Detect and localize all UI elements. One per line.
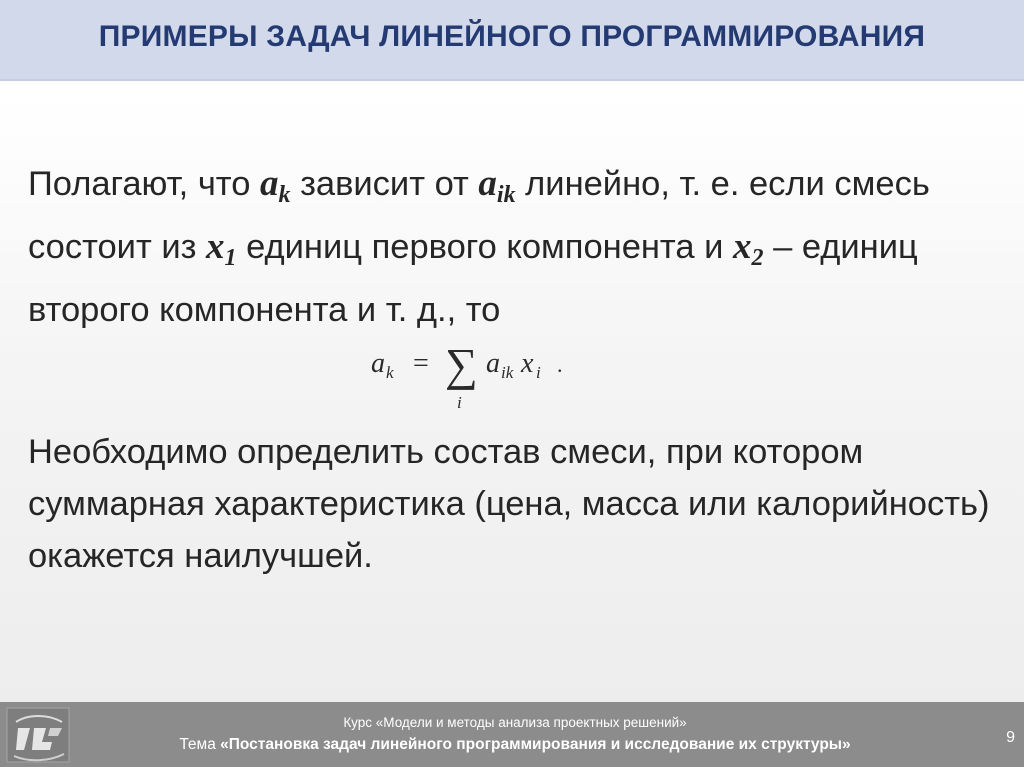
slide-header bbox=[0, 0, 1024, 84]
topic-name: Тема «Постановка задач линейного программирования и исследование их структуры» bbox=[179, 736, 851, 753]
formula-sum: ∑ bbox=[445, 339, 478, 390]
formula-sum-index: i bbox=[457, 393, 462, 412]
slide-title: ПРИМЕРЫ ЗАДАЧ ЛИНЕЙНОГО ПРОГРАММИРОВАНИЯ bbox=[98, 20, 926, 53]
variable-aik: $a_{ik}$ bbox=[478, 163, 516, 208]
text-segment: зависит от bbox=[290, 165, 479, 203]
page-number: 9 bbox=[1006, 729, 1015, 746]
text-segment: линейно, т. е. если смесь состоит из bbox=[28, 165, 930, 266]
variable-x2: $x_2$ bbox=[732, 226, 764, 271]
formula-term-x: x bbox=[521, 348, 534, 379]
formula-lhs: a bbox=[371, 348, 385, 379]
text-segment: – единиц второго компонента и т. д., то bbox=[28, 228, 918, 329]
text-segment: Полагают, что bbox=[28, 165, 260, 203]
paragraph-definition bbox=[28, 158, 1008, 336]
sum-formula bbox=[365, 336, 585, 416]
variable-x1: $x_1$ bbox=[206, 226, 237, 271]
variable-ak: $a_k$ bbox=[259, 163, 291, 208]
formula-term-x-sub: i bbox=[536, 363, 541, 382]
paragraph-goal: Необходимо определить состав смеси, при котором суммарная характеристика (цена, масса или калорийность) окажется наилучшей. bbox=[28, 433, 990, 575]
course-name: Курс «Модели и методы анализа проектных решений» bbox=[343, 715, 687, 730]
formula-end: . bbox=[557, 352, 563, 377]
text-segment: единиц первого компонента и bbox=[236, 228, 733, 266]
formula-lhs-sub: k bbox=[386, 363, 394, 382]
formula-equals: = bbox=[413, 348, 429, 379]
slide-footer bbox=[0, 702, 1024, 767]
formula-term-a-sub: ik bbox=[501, 363, 514, 382]
formula-term-a: a bbox=[486, 348, 500, 379]
